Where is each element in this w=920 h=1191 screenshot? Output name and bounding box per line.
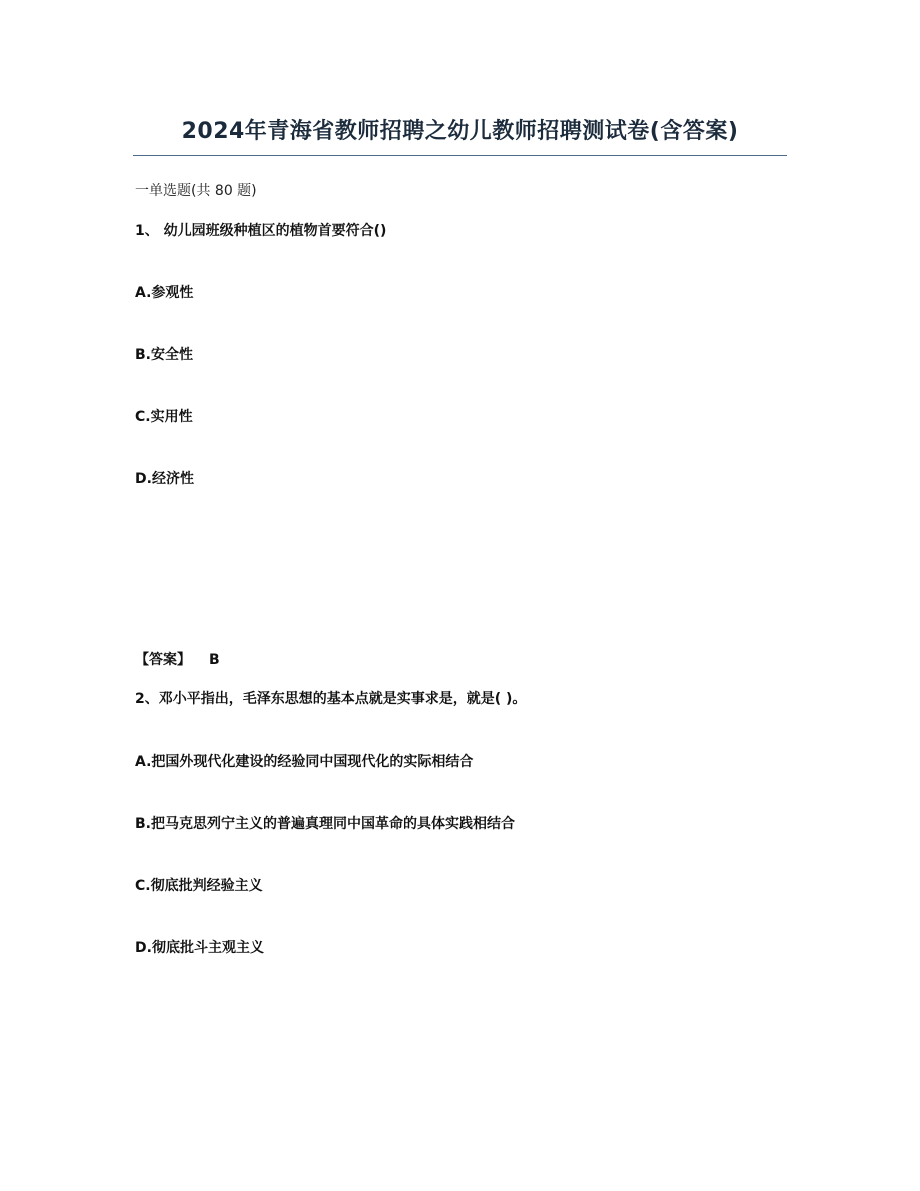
question-2-option-d: D.彻底批斗主观主义 bbox=[135, 940, 264, 956]
question-1-option-b: B.安全性 bbox=[135, 347, 193, 363]
answer-value: B bbox=[209, 652, 220, 668]
section-heading: 一单选题(共 80 题) bbox=[135, 183, 257, 199]
question-1-stem: 1、 幼儿园班级种植区的植物首要符合() bbox=[135, 223, 387, 239]
question-1-option-a: A.参观性 bbox=[135, 285, 194, 301]
question-1-answer bbox=[135, 650, 220, 670]
title-underline bbox=[133, 155, 787, 156]
question-2-stem: 2、邓小平指出，毛泽东思想的基本点就是实事求是，就是( )。 bbox=[135, 691, 527, 707]
question-1-option-d: D.经济性 bbox=[135, 471, 194, 487]
question-2-option-c: C.彻底批判经验主义 bbox=[135, 878, 263, 894]
answer-label: 【答案】 bbox=[135, 652, 191, 668]
question-2-option-a: A.把国外现代化建设的经验同中国现代化的实际相结合 bbox=[135, 754, 474, 770]
document-title: 2024年青海省教师招聘之幼儿教师招聘测试卷(含答案) bbox=[181, 119, 739, 144]
question-2-option-b: B.把马克思列宁主义的普遍真理同中国革命的具体实践相结合 bbox=[135, 816, 515, 832]
question-1-option-c: C.实用性 bbox=[135, 409, 193, 425]
